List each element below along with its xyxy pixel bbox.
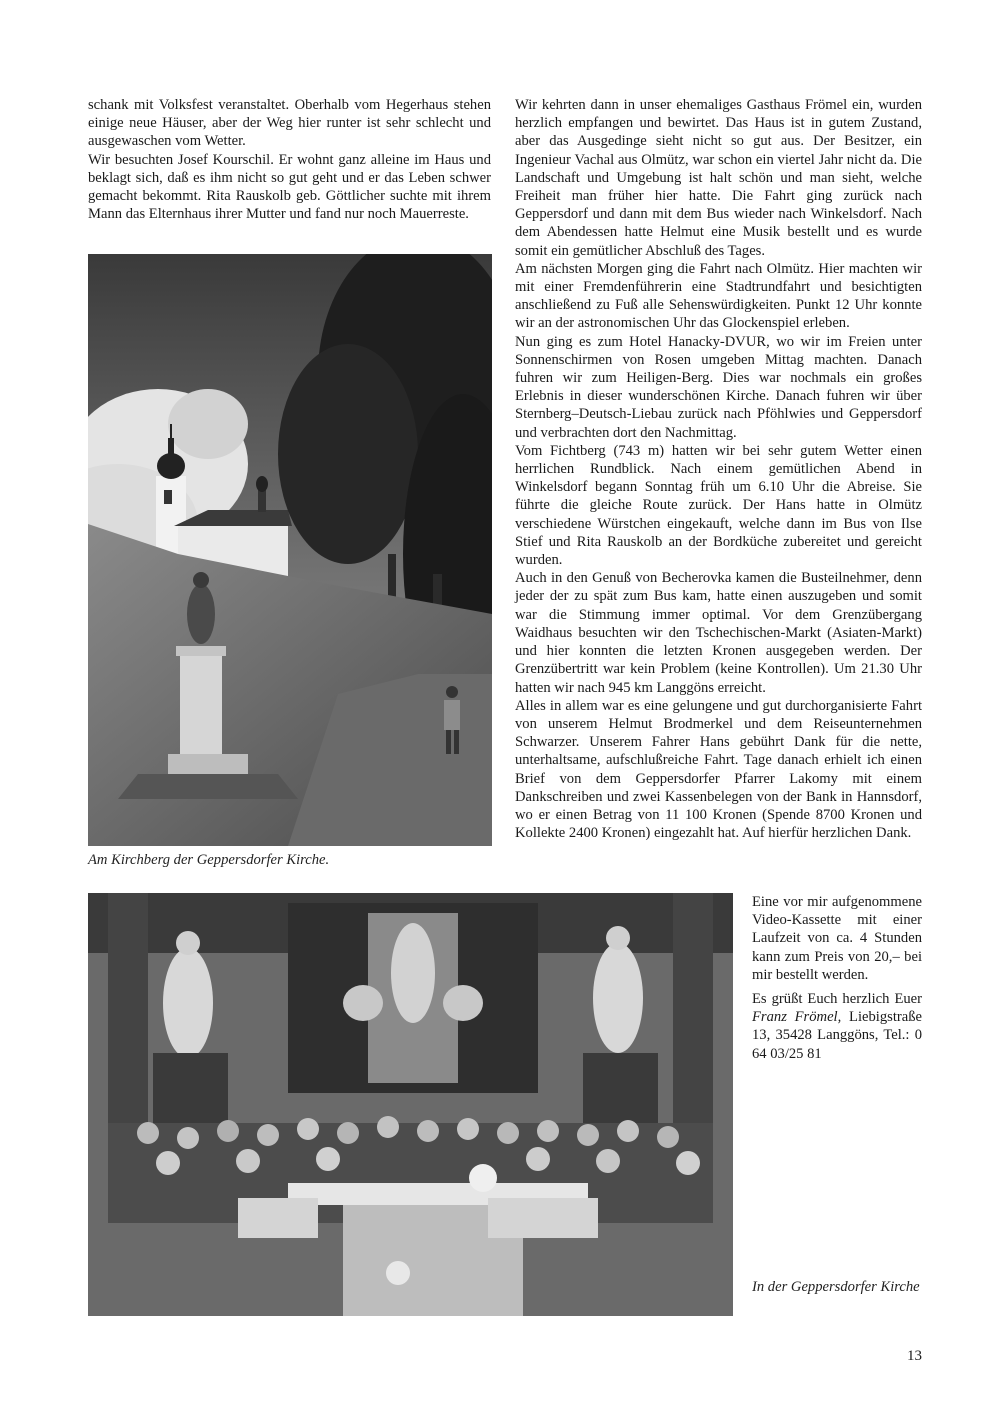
interior-photo-caption: In der Geppersdorfer Kirche: [752, 1279, 920, 1295]
paragraph: Nun ging es zum Hotel Hanacky-DVUR, wo wir im Freien unter Sonnenschirmen von Rosen umgeben Mittag machten. Danach fuhren wir zum Heiligen-Berg. Dies war nochmals ein großes Erlebnis in dieser wunderschönen Kirche. Danach fuhren wir über Sternberg–Deutsch-Liebau zurück nach Pföhlwies und Geppersdorf und verbrachten dort den Nachmittag.: [515, 333, 922, 441]
paragraph: Wir besuchten Josef Kourschil. Er wohnt ganz alleine im Haus und beklagt sich, daß es ihm nicht so gut geht und er das Leben schwer gemacht bekommt. Rita Rauskolb geb. Göttlicher suchte mit ihrem Mann das Elternhaus ihrer Mutter und fand nur noch Mauerreste.: [88, 151, 491, 223]
left-text-column: [88, 96, 491, 223]
pillar: [108, 893, 148, 1153]
page-number: 13: [907, 1348, 922, 1364]
greeting-block: [752, 990, 922, 1063]
paragraph: Vom Fichtberg (743 m) hatten wir bei sehr gutem Wetter einen herrlichen Rundblick. Nach einem gemütlichen Abend in Winkelsdorf begann Sonntag früh um 6.10 Uhr die Abreise. Sie führte die gleiche Route zurück. Der Hans hatte in Olmütz verschiedene Würstchen eingekauft, welche dann im Bus von Ilse Stief und Rita Rauskolb an der Bordküche zubereitet und gereicht wurden.: [515, 442, 922, 569]
author-name: Franz Frömel,: [752, 1009, 842, 1026]
greeting-prefix: Es grüßt Euch herzlich Euer: [752, 991, 922, 1008]
paragraph: Auch in den Genuß von Becherovka kamen die Busteilnehmer, denn jeder der zu spät zum Bus kam, hatte einen auszugeben und somit war die Stimmung immer optimal. Vor dem Grenzübergang Waidhaus besuchten wir den Tschechischen-Markt (Asiaten-Markt) und hier konnten die letzten Kronen ausgegeben werden. Der Grenzübertritt war kein Problem (keine Kontrollen). Um 21.30 Uhr hatten wir nach 945 km Langgöns erreicht.: [515, 570, 922, 696]
paragraph: Am nächsten Morgen ging die Fahrt nach Olmütz. Hier machten wir mit einer Fremdenführerin eine Stadtrundfahrt und besichtigten anschließend zu Fuß alle Sehenswürdigkeiten. Punkt 12 Uhr konnte wir an der astronomischen Uhr das Glockenspiel erleben.: [515, 260, 922, 332]
pillar: [673, 893, 713, 1153]
church-hill-illustration: [88, 254, 492, 846]
video-offer-text: Eine vor mir aufgenommene Video-Kassette mit einer Laufzeit von ca. 4 Stunden kann zum Preis von 20,– bei mir bestellt werden.: [752, 894, 922, 983]
author-address: Liebigstraße 13, 35428 Langgöns, Tel.: 0 64 03/25 81: [752, 1009, 922, 1062]
paragraph: Alles in allem war es eine gelungene und gut durchorganisierte Fahrt von unserem Helmut Brodmerkel und dem Reiseunternehmen Schwarzer. Unserem Fahrer Hans gebührt Dank für die nette, unterhaltsame, aufschlußreiche Fahrt. Tage danach erhielt ich einen Brief von dem Geppersdorfer Pfarrer Lakomy mit einem Dankschreiben und zwei Kassenbelegen von der Bank in Hannsdorf, wo er einen Betrag von 11 100 Kronen (Spende 8700 Kronen und Kollekte 2400 Kronen) eingezahlt hat. Auf hierfür herzlichen Dank.: [515, 697, 922, 842]
paragraph: Wir kehrten dann in unser ehemaliges Gasthaus Frömel ein, wurden herzlich empfangen und bewirtet. Das Haus ist in gutem Zustand, aber das Ausgedinge sieht nicht so gut aus. Der Besitzer, ein Ingenieur Vachal aus Olmütz, war schon ein viertel Jahr nicht da. Die Landschaft und Umgebung ist halt schön und man sieht, welche Freiheit man früher hier hatte. Die Fahrt ging zurück nach Geppersdorf und dann mit dem Bus wieder nach Winkelsdorf. Nach dem Abendessen hatte Helmut eine Musik bestellt und es wurde somit ein gemütlicher Abschluß des Tages.: [515, 97, 922, 259]
church-interior-illustration: [88, 893, 733, 1316]
church-hill-photo: [88, 254, 492, 846]
side-note-column: [752, 893, 922, 1069]
paragraph: schank mit Volksfest veranstaltet. Oberhalb vom Hegerhaus stehen einige neue Häuser, aber der Weg hier runter ist sehr schlecht und ausgewaschen vom Wetter.: [88, 97, 491, 150]
right-text-column: [515, 96, 922, 842]
church-photo-caption: Am Kirchberg der Geppersdorfer Kirche.: [88, 852, 330, 868]
cloud: [168, 389, 248, 459]
madonna-statue: [391, 923, 435, 1023]
church-interior-photo: [88, 893, 733, 1316]
